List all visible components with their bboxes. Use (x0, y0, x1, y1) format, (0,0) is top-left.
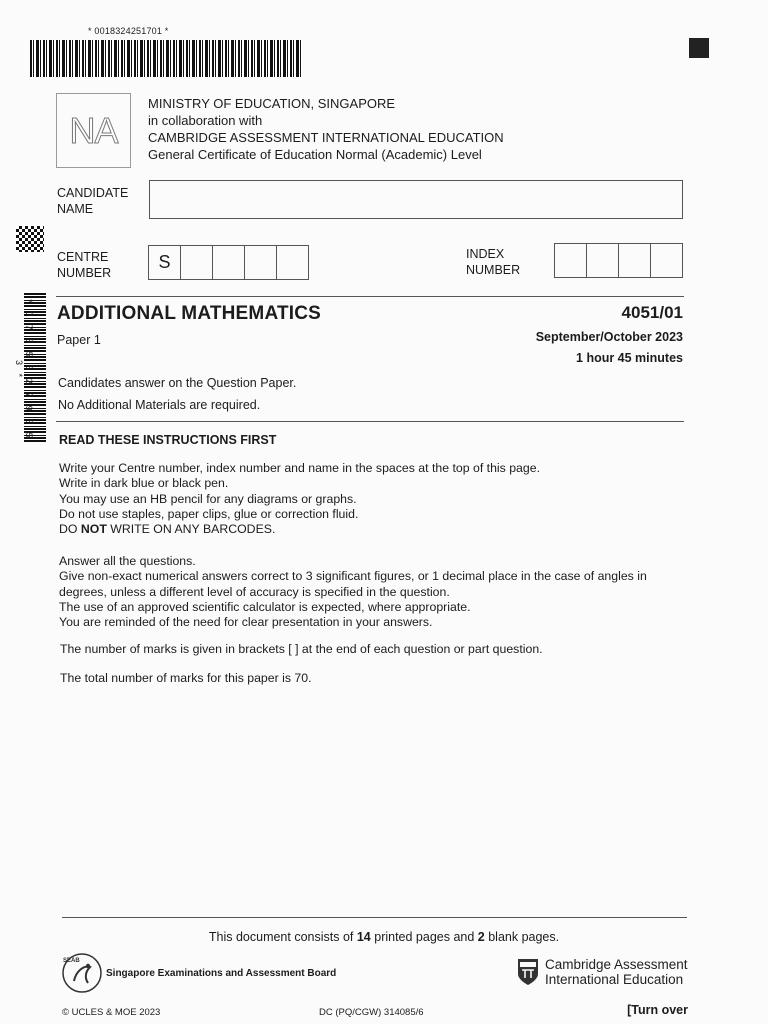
centre-digit-box[interactable] (212, 245, 245, 280)
footer-divider (62, 917, 687, 918)
instruction-barcodes (59, 522, 689, 537)
instruction-not: NOT (80, 522, 107, 537)
barcode-number: * 0018324251701 * (88, 26, 169, 36)
instruction-line: Write your Centre number, index number and name in the spaces at the top of this page. (59, 461, 540, 475)
instructions-heading: READ THESE INSTRUCTIONS FIRST (59, 433, 277, 447)
header-collab: in collaboration with (148, 113, 263, 128)
index-digit-box[interactable] (554, 243, 587, 278)
top-barcode (30, 40, 302, 77)
instruction-line: Do not use staples, paper clips, glue or correction fluid. (59, 506, 359, 521)
cambridge-shield-icon (517, 958, 539, 986)
copyright: © UCLES & MOE 2023 (62, 1007, 161, 1018)
centre-number-field[interactable] (149, 245, 309, 280)
centre-number-label (57, 249, 111, 281)
index-digit-box[interactable] (618, 243, 651, 278)
divider (56, 421, 684, 422)
index-label-line2: NUMBER (466, 263, 521, 277)
cambridge-line2: International Education (545, 972, 684, 987)
exam-duration: 1 hour 45 minutes (576, 351, 683, 365)
instruction-line: Answer all the questions. (59, 554, 196, 568)
blank-pages-count: 2 (477, 930, 485, 944)
instruction-line: The use of an approved scientific calculator is expected, where appropriate. (59, 599, 471, 614)
instruction-line: You are reminded of the need for clear presentation in your answers. (59, 615, 433, 630)
na-logo (56, 93, 131, 168)
page-count-post: blank pages. (484, 930, 560, 944)
candidate-name-label (57, 185, 147, 217)
turn-over-note: [Turn over (627, 1003, 688, 1017)
header-cambridge: CAMBRIDGE ASSESSMENT INTERNATIONAL EDUCATION (148, 130, 504, 145)
marks-note: The number of marks is given in brackets [ ] at the end of each question or part question. (60, 642, 543, 656)
document-code: DC (PQ/CGW) 314085/6 (319, 1007, 424, 1018)
index-label-line1: INDEX (466, 247, 505, 261)
centre-label-line1: CENTRE (57, 250, 109, 264)
centre-digit-box[interactable] (180, 245, 213, 280)
side-barcode-digits: * 0 7 5 5 5 2 7 9 5 5 3 * (14, 299, 34, 441)
answer-note: Candidates answer on the Question Paper. (58, 376, 297, 390)
exam-header (148, 95, 504, 163)
index-digit-box[interactable] (650, 243, 683, 278)
total-marks-note: The total number of marks for this paper is 70. (60, 671, 312, 685)
seab-logo-icon (60, 951, 104, 995)
page-count-note (0, 930, 768, 944)
instruction-line: Give non-exact numerical answers correct to 3 significant figures, or 1 decimal place in the case of angles in degrees, unless a different level of accuracy is specified in the question. (59, 569, 647, 599)
centre-prefix-box: S (148, 245, 181, 280)
candidate-label-line2: NAME (57, 202, 94, 216)
candidate-name-field[interactable] (149, 180, 683, 219)
instructions-block-2 (59, 554, 689, 630)
candidate-label-line1: CANDIDATE (57, 186, 129, 200)
header-level: General Certificate of Education Normal (Academic) Level (148, 147, 482, 162)
index-digit-box[interactable] (586, 243, 619, 278)
side-barcode (12, 292, 46, 442)
centre-digit-box[interactable] (276, 245, 309, 280)
na-logo-text: NA (69, 110, 118, 151)
cambridge-line1: Cambridge Assessment (545, 957, 688, 972)
seab-logo-text: SEAB (63, 958, 80, 964)
cambridge-logo-text (545, 957, 688, 987)
page-count-pre: This document consists of (208, 930, 357, 944)
corner-registration-mark (689, 38, 709, 58)
paper-code: 4051/01 (621, 303, 683, 322)
materials-note: No Additional Materials are required. (58, 398, 261, 412)
centre-label-line2: NUMBER (57, 266, 112, 280)
seab-name: Singapore Examinations and Assessment Board (106, 968, 337, 979)
index-number-label (466, 246, 520, 278)
printed-pages-count: 14 (356, 930, 371, 944)
divider (56, 296, 684, 297)
qr-code-icon (16, 226, 44, 252)
instruction-line: You may use an HB pencil for any diagrams or graphs. (59, 491, 357, 506)
exam-session: September/October 2023 (535, 330, 683, 344)
header-ministry: MINISTRY OF EDUCATION, SINGAPORE (148, 96, 396, 111)
instruction-do: DO (59, 522, 81, 537)
paper-number: Paper 1 (57, 333, 101, 347)
index-number-field[interactable] (555, 243, 683, 278)
subject-title: ADDITIONAL MATHEMATICS (57, 303, 322, 324)
page-count-mid: printed pages and (370, 930, 478, 944)
instruction-line: Write in dark blue or black pen. (59, 476, 229, 491)
instruction-rest: WRITE ON ANY BARCODES. (106, 522, 276, 537)
centre-digit-box[interactable] (244, 245, 277, 280)
instructions-block-1 (59, 461, 689, 537)
